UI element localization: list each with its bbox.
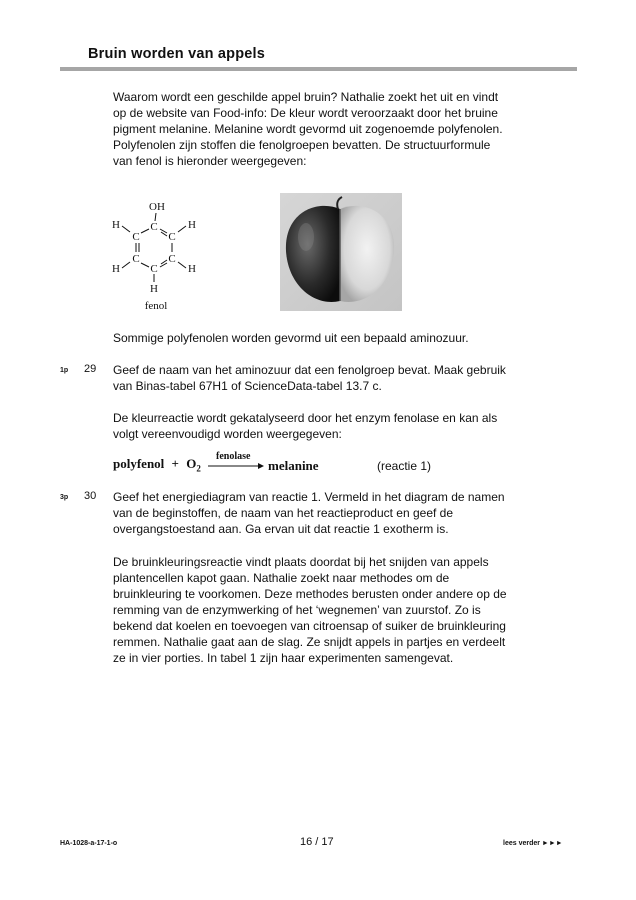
paragraph-line: plantencellen kapot gaan. Nathalie zoekt naar methodes om de [113,571,450,585]
paragraph-line: bruinkleuring te voorkomen. Deze methodes berusten onder andere op de [113,587,507,601]
intro-line: Waarom wordt een geschilde appel bruin? Nathalie zoekt het uit en vindt [113,90,499,104]
oxygen-subscript: 2 [196,463,201,474]
paragraph-line: Sommige polyfenolen worden gevormd uit een bepaald aminozuur. [113,331,469,345]
paragraph-line: De kleurreactie wordt gekatalyseerd door het enzym fenolase en kan als [113,411,498,425]
hydrogen-topright-label: H [188,219,196,231]
oh-label: OH [149,201,165,213]
reaction-label: (reactie 1) [377,459,432,473]
reactant-polyfenol: polyfenol [113,456,165,471]
paragraph-line: bekend dat koelen en toevoegen van citroensap of suiker de bruinkleuring [113,619,506,633]
hydrogen-bottom-label: H [150,283,158,295]
question-line: van Binas-tabel 67H1 of ScienceData-tabel 13.7 c. [113,379,382,393]
points-badge: 3p [60,494,69,501]
question-29-text [113,362,506,394]
hydrogen-bottomright-label: H [188,263,196,275]
question-30-text [113,489,505,537]
header-rule [60,67,577,71]
apple-image [280,193,402,311]
hydrogen-bottomleft-label: H [112,263,120,275]
paragraph-line: remming van de enzymwerking of het ‘wegnemen’ van zuurstof. Zo is [113,603,481,617]
intro-line: van fenol is hieronder weergegeven: [113,154,307,168]
carbon-top-label: C [150,221,158,233]
intro-line: pigment melanine. Melanine wordt gevormd uit zogenoemde polyfenolen. [113,122,503,136]
paragraph-bruinkleuring [113,554,507,666]
carbon-topright-label: C [168,231,176,243]
carbon-bottomleft-label: C [132,253,140,265]
carbon-bottomright-label: C [168,253,176,265]
paragraph-line: ze in vier porties. In tabel 1 zijn haar experimenten samengevat. [113,651,454,665]
phenol-structure [106,196,206,314]
question-number: 30 [84,490,97,502]
paragraph-line: De bruinkleuringsreactie vindt plaats doordat bij het snijden van appels [113,555,489,569]
reaction-arrow [208,461,264,471]
product-melanine: melanine [268,458,319,473]
continue-indicator: lees verder ►►► [503,840,563,847]
question-line: van de beginstoffen, de naam van het reactieproduct en geef de [113,506,454,520]
oxygen-formula [186,456,201,474]
paragraph-line: volgt vereenvoudigd worden weergegeven: [113,427,342,441]
points-badge: 1p [60,367,69,374]
intro-paragraph [113,89,503,169]
question-line: Geef de naam van het aminozuur dat een fenolgroep bevat. Maak gebruik [113,363,506,377]
intro-line: Polyfenolen zijn stoffen die fenolgroepen bevatten. De structuurformule [113,138,491,152]
carbon-bottom-label: C [150,263,158,275]
reaction-equation [113,456,201,474]
hydrogen-topleft-label: H [112,219,120,231]
structure-caption: fenol [144,300,168,312]
paragraph-line: remmen. Nathalie gaat aan de slag. Ze snijdt appels in partjes en verdeelt [113,635,506,649]
question-line: Geef het energiediagram van reactie 1. Vermeld in het diagram de namen [113,490,505,504]
exam-code: HA-1028-a-17-1-o [60,840,118,847]
page-title: Bruin worden van appels [88,46,266,62]
question-line: overgangstoestand aan. Ga ervan uit dat reactie 1 exotherm is. [113,522,449,536]
carbon-topleft-label: C [132,231,140,243]
catalyst-label: fenolase [216,451,251,462]
paragraph-aminozuur [113,330,469,346]
paragraph-kleurreactie [113,410,497,442]
plus-sign: + [171,456,179,471]
page-number: 16 / 17 [300,836,334,848]
intro-line: op de website van Food-info: De kleur wordt veroorzaakt door het bruine [113,106,498,120]
oxygen-symbol: O [186,456,197,471]
question-number: 29 [84,363,97,375]
